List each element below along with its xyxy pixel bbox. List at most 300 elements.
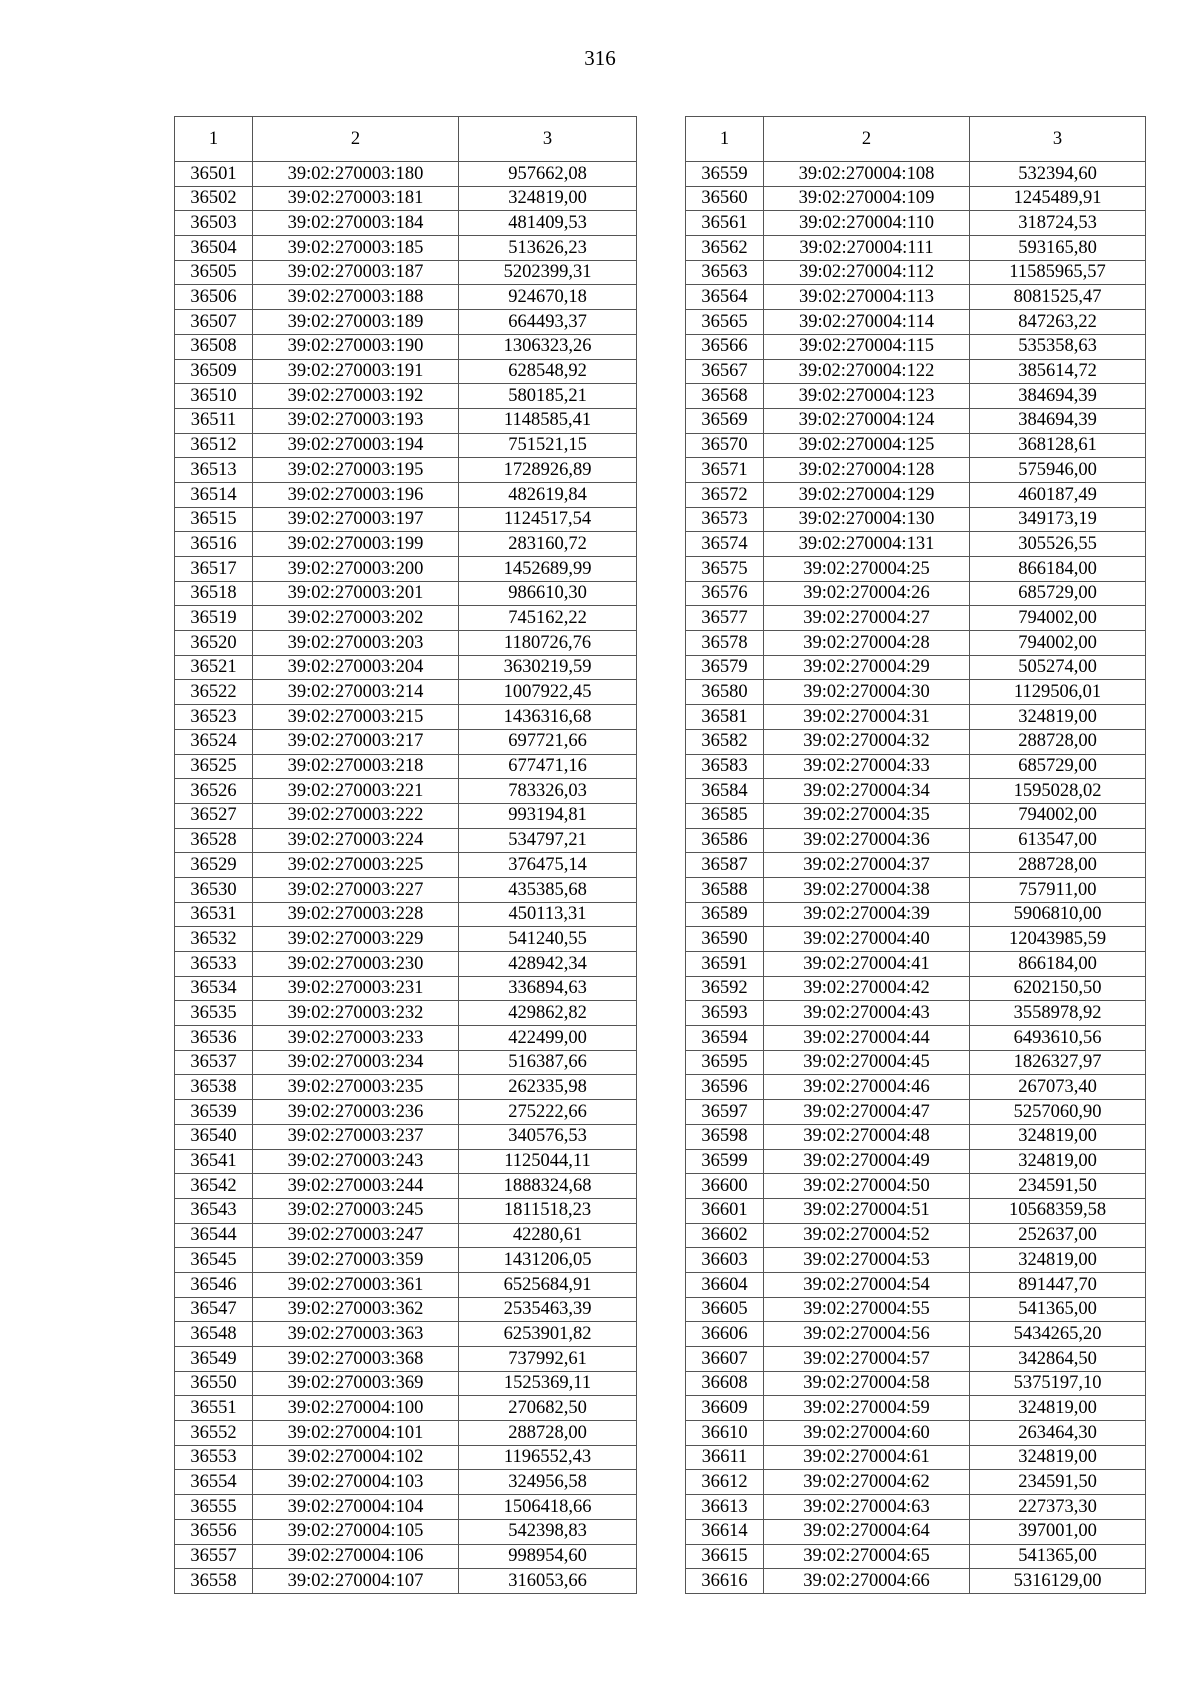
cadastral-number-cell: 39:02:270004:122: [764, 359, 970, 384]
cadastral-number-cell: 39:02:270003:222: [253, 803, 459, 828]
value-cell: 385614,72: [970, 359, 1146, 384]
row-number-cell: 36573: [686, 507, 764, 532]
value-cell: 42280,61: [459, 1223, 637, 1248]
value-cell: 288728,00: [970, 853, 1146, 878]
value-cell: 305526,55: [970, 532, 1146, 557]
cadastral-number-cell: 39:02:270004:45: [764, 1050, 970, 1075]
cadastral-number-cell: 39:02:270003:368: [253, 1347, 459, 1372]
cadastral-number-cell: 39:02:270003:200: [253, 557, 459, 582]
row-number-cell: 36600: [686, 1174, 764, 1199]
cadastral-number-cell: 39:02:270003:244: [253, 1174, 459, 1199]
table-row: [686, 285, 1146, 310]
cadastral-number-cell: 39:02:270003:181: [253, 186, 459, 211]
cadastral-number-cell: 39:02:270003:214: [253, 680, 459, 705]
cadastral-number-cell: 39:02:270004:125: [764, 433, 970, 458]
row-number-cell: 36504: [175, 236, 253, 261]
row-number-cell: 36515: [175, 507, 253, 532]
row-number-cell: 36610: [686, 1421, 764, 1446]
cadastral-number-cell: 39:02:270003:199: [253, 532, 459, 557]
value-cell: 664493,37: [459, 310, 637, 335]
cadastral-number-cell: 39:02:270003:233: [253, 1026, 459, 1051]
table-row: [175, 162, 637, 187]
table-row: [686, 310, 1146, 335]
value-cell: 957662,08: [459, 162, 637, 187]
cadastral-number-cell: 39:02:270004:40: [764, 927, 970, 952]
cadastral-number-cell: 39:02:270004:114: [764, 310, 970, 335]
value-cell: 541365,00: [970, 1297, 1146, 1322]
row-number-cell: 36563: [686, 260, 764, 285]
cadastral-number-cell: 39:02:270003:196: [253, 482, 459, 507]
cadastral-number-cell: 39:02:270003:194: [253, 433, 459, 458]
value-cell: 340576,53: [459, 1124, 637, 1149]
value-cell: 1180726,76: [459, 631, 637, 656]
row-number-cell: 36536: [175, 1026, 253, 1051]
table-row: [686, 458, 1146, 483]
cadastral-number-cell: 39:02:270003:361: [253, 1272, 459, 1297]
row-number-cell: 36571: [686, 458, 764, 483]
row-number-cell: 36591: [686, 952, 764, 977]
cadastral-number-cell: 39:02:270003:197: [253, 507, 459, 532]
row-number-cell: 36586: [686, 828, 764, 853]
table-row: [686, 334, 1146, 359]
row-number-cell: 36501: [175, 162, 253, 187]
value-cell: 866184,00: [970, 952, 1146, 977]
table-row: [686, 1100, 1146, 1125]
row-number-cell: 36506: [175, 285, 253, 310]
table-row: [686, 359, 1146, 384]
cadastral-number-cell: 39:02:270004:55: [764, 1297, 970, 1322]
value-cell: 541365,00: [970, 1544, 1146, 1569]
table-row: [175, 1124, 637, 1149]
table-row: [175, 186, 637, 211]
table-row: [686, 779, 1146, 804]
value-cell: 288728,00: [970, 729, 1146, 754]
row-number-cell: 36556: [175, 1519, 253, 1544]
row-number-cell: 36526: [175, 779, 253, 804]
value-cell: 794002,00: [970, 606, 1146, 631]
row-number-cell: 36584: [686, 779, 764, 804]
cadastral-number-cell: 39:02:270004:30: [764, 680, 970, 705]
table-row: [686, 1050, 1146, 1075]
cadastral-number-cell: 39:02:270003:369: [253, 1371, 459, 1396]
cadastral-number-cell: 39:02:270004:43: [764, 1001, 970, 1026]
value-cell: 1007922,45: [459, 680, 637, 705]
table-row: [686, 557, 1146, 582]
value-cell: 534797,21: [459, 828, 637, 853]
row-number-cell: 36570: [686, 433, 764, 458]
row-number-cell: 36538: [175, 1075, 253, 1100]
cadastral-number-cell: 39:02:270004:35: [764, 803, 970, 828]
row-number-cell: 36583: [686, 754, 764, 779]
cadastral-number-cell: 39:02:270004:101: [253, 1421, 459, 1446]
cadastral-number-cell: 39:02:270004:62: [764, 1470, 970, 1495]
cadastral-number-cell: 39:02:270004:123: [764, 384, 970, 409]
row-number-cell: 36579: [686, 655, 764, 680]
row-number-cell: 36548: [175, 1322, 253, 1347]
value-cell: 275222,66: [459, 1100, 637, 1125]
value-cell: 613547,00: [970, 828, 1146, 853]
row-number-cell: 36566: [686, 334, 764, 359]
table-row: [175, 507, 637, 532]
row-number-cell: 36576: [686, 581, 764, 606]
table-row: [175, 1519, 637, 1544]
table-row: [175, 680, 637, 705]
value-cell: 1148585,41: [459, 408, 637, 433]
cadastral-number-cell: 39:02:270004:29: [764, 655, 970, 680]
value-cell: 283160,72: [459, 532, 637, 557]
cadastral-number-cell: 39:02:270004:109: [764, 186, 970, 211]
table-row: [175, 1050, 637, 1075]
cadastral-number-cell: 39:02:270004:58: [764, 1371, 970, 1396]
value-cell: 1595028,02: [970, 779, 1146, 804]
cadastral-number-cell: 39:02:270004:46: [764, 1075, 970, 1100]
row-number-cell: 36520: [175, 631, 253, 656]
row-number-cell: 36528: [175, 828, 253, 853]
table-row: [175, 458, 637, 483]
table-row: [175, 1495, 637, 1520]
value-cell: 516387,66: [459, 1050, 637, 1075]
cadastral-number-cell: 39:02:270004:54: [764, 1272, 970, 1297]
row-number-cell: 36590: [686, 927, 764, 952]
value-cell: 384694,39: [970, 384, 1146, 409]
table-row: [686, 1445, 1146, 1470]
table-row: [686, 729, 1146, 754]
cadastral-number-cell: 39:02:270003:217: [253, 729, 459, 754]
row-number-cell: 36564: [686, 285, 764, 310]
cadastral-number-cell: 39:02:270003:229: [253, 927, 459, 952]
row-number-cell: 36602: [686, 1223, 764, 1248]
cadastral-number-cell: 39:02:270004:131: [764, 532, 970, 557]
row-number-cell: 36535: [175, 1001, 253, 1026]
value-cell: 1125044,11: [459, 1149, 637, 1174]
cadastral-number-cell: 39:02:270003:235: [253, 1075, 459, 1100]
value-cell: 1245489,91: [970, 186, 1146, 211]
row-number-cell: 36608: [686, 1371, 764, 1396]
table-row: [686, 211, 1146, 236]
table-row: [175, 384, 637, 409]
row-number-cell: 36604: [686, 1272, 764, 1297]
cadastral-number-cell: 39:02:270003:189: [253, 310, 459, 335]
value-cell: 685729,00: [970, 581, 1146, 606]
row-number-cell: 36509: [175, 359, 253, 384]
column-header: 2: [253, 117, 459, 162]
value-cell: 783326,03: [459, 779, 637, 804]
value-cell: 324819,00: [970, 1124, 1146, 1149]
cadastral-number-cell: 39:02:270003:245: [253, 1198, 459, 1223]
cadastral-number-cell: 39:02:270004:27: [764, 606, 970, 631]
row-number-cell: 36553: [175, 1445, 253, 1470]
cadastral-number-cell: 39:02:270003:247: [253, 1223, 459, 1248]
row-number-cell: 36614: [686, 1519, 764, 1544]
row-number-cell: 36562: [686, 236, 764, 261]
row-number-cell: 36513: [175, 458, 253, 483]
table-row: [175, 1001, 637, 1026]
cadastral-number-cell: 39:02:270003:215: [253, 705, 459, 730]
cadastral-number-cell: 39:02:270003:224: [253, 828, 459, 853]
value-cell: 575946,00: [970, 458, 1146, 483]
value-cell: 368128,61: [970, 433, 1146, 458]
value-cell: 324819,00: [459, 186, 637, 211]
row-number-cell: 36523: [175, 705, 253, 730]
table-row: [686, 1396, 1146, 1421]
cadastral-number-cell: 39:02:270004:61: [764, 1445, 970, 1470]
cadastral-number-cell: 39:02:270004:31: [764, 705, 970, 730]
table-row: [175, 779, 637, 804]
value-cell: 324819,00: [970, 1445, 1146, 1470]
row-number-cell: 36558: [175, 1569, 253, 1594]
value-cell: 677471,16: [459, 754, 637, 779]
cadastral-number-cell: 39:02:270003:228: [253, 902, 459, 927]
value-cell: 1196552,43: [459, 1445, 637, 1470]
value-cell: 1436316,68: [459, 705, 637, 730]
table-row: [175, 482, 637, 507]
value-cell: 428942,34: [459, 952, 637, 977]
table-row: [686, 1248, 1146, 1273]
value-cell: 1431206,05: [459, 1248, 637, 1273]
row-number-cell: 36595: [686, 1050, 764, 1075]
table-row: [686, 927, 1146, 952]
table-row: [686, 581, 1146, 606]
cadastral-number-cell: 39:02:270003:195: [253, 458, 459, 483]
cadastral-number-cell: 39:02:270004:33: [764, 754, 970, 779]
row-number-cell: 36609: [686, 1396, 764, 1421]
row-number-cell: 36546: [175, 1272, 253, 1297]
value-cell: 513626,23: [459, 236, 637, 261]
value-cell: 336894,63: [459, 976, 637, 1001]
cadastral-number-cell: 39:02:270003:191: [253, 359, 459, 384]
row-number-cell: 36512: [175, 433, 253, 458]
value-cell: 1306323,26: [459, 334, 637, 359]
value-cell: 1129506,01: [970, 680, 1146, 705]
row-number-cell: 36582: [686, 729, 764, 754]
row-number-cell: 36580: [686, 680, 764, 705]
cadastral-number-cell: 39:02:270003:231: [253, 976, 459, 1001]
column-header: 3: [970, 117, 1146, 162]
table-row: [686, 186, 1146, 211]
row-number-cell: 36552: [175, 1421, 253, 1446]
value-cell: 318724,53: [970, 211, 1146, 236]
value-cell: 891447,70: [970, 1272, 1146, 1297]
value-cell: 697721,66: [459, 729, 637, 754]
value-cell: 593165,80: [970, 236, 1146, 261]
cadastral-number-cell: 39:02:270004:63: [764, 1495, 970, 1520]
table-row: [175, 581, 637, 606]
cadastral-number-cell: 39:02:270003:203: [253, 631, 459, 656]
table-row: [175, 655, 637, 680]
table-row: [686, 1519, 1146, 1544]
value-cell: 505274,00: [970, 655, 1146, 680]
value-cell: 1811518,23: [459, 1198, 637, 1223]
cadastral-number-cell: 39:02:270004:47: [764, 1100, 970, 1125]
cadastral-number-cell: 39:02:270003:234: [253, 1050, 459, 1075]
cadastral-number-cell: 39:02:270003:190: [253, 334, 459, 359]
row-number-cell: 36516: [175, 532, 253, 557]
row-number-cell: 36597: [686, 1100, 764, 1125]
cadastral-number-cell: 39:02:270004:56: [764, 1322, 970, 1347]
row-number-cell: 36533: [175, 952, 253, 977]
table-row: [686, 952, 1146, 977]
row-number-cell: 36508: [175, 334, 253, 359]
table-row: [175, 1174, 637, 1199]
left-table-body: [175, 162, 637, 1594]
cadastral-number-cell: 39:02:270003:184: [253, 211, 459, 236]
table-row: [686, 1026, 1146, 1051]
value-cell: 376475,14: [459, 853, 637, 878]
row-number-cell: 36527: [175, 803, 253, 828]
value-cell: 8081525,47: [970, 285, 1146, 310]
table-row: [686, 384, 1146, 409]
value-cell: 986610,30: [459, 581, 637, 606]
value-cell: 1452689,99: [459, 557, 637, 582]
table-row: [175, 1100, 637, 1125]
table-row: [686, 606, 1146, 631]
table-row: [686, 853, 1146, 878]
cadastral-number-cell: 39:02:270004:112: [764, 260, 970, 285]
cadastral-number-cell: 39:02:270004:128: [764, 458, 970, 483]
row-number-cell: 36606: [686, 1322, 764, 1347]
row-number-cell: 36575: [686, 557, 764, 582]
row-number-cell: 36543: [175, 1198, 253, 1223]
cadastral-number-cell: 39:02:270004:65: [764, 1544, 970, 1569]
row-number-cell: 36521: [175, 655, 253, 680]
row-number-cell: 36565: [686, 310, 764, 335]
value-cell: 267073,40: [970, 1075, 1146, 1100]
value-cell: 542398,83: [459, 1519, 637, 1544]
value-cell: 751521,15: [459, 433, 637, 458]
value-cell: 324956,58: [459, 1470, 637, 1495]
value-cell: 993194,81: [459, 803, 637, 828]
row-number-cell: 36529: [175, 853, 253, 878]
value-cell: 1728926,89: [459, 458, 637, 483]
cadastral-number-cell: 39:02:270004:57: [764, 1347, 970, 1372]
column-header: 2: [764, 117, 970, 162]
cadastral-number-cell: 39:02:270003:218: [253, 754, 459, 779]
table-row: [175, 705, 637, 730]
table-row: [175, 1569, 637, 1594]
value-cell: 5906810,00: [970, 902, 1146, 927]
value-cell: 924670,18: [459, 285, 637, 310]
value-cell: 3630219,59: [459, 655, 637, 680]
cadastral-number-cell: 39:02:270004:100: [253, 1396, 459, 1421]
value-cell: 532394,60: [970, 162, 1146, 187]
value-cell: 429862,82: [459, 1001, 637, 1026]
cadastral-number-cell: 39:02:270003:243: [253, 1149, 459, 1174]
cadastral-number-cell: 39:02:270004:129: [764, 482, 970, 507]
value-cell: 460187,49: [970, 482, 1146, 507]
cadastral-number-cell: 39:02:270004:113: [764, 285, 970, 310]
cadastral-number-cell: 39:02:270004:52: [764, 1223, 970, 1248]
table-row: [686, 1470, 1146, 1495]
value-cell: 1124517,54: [459, 507, 637, 532]
value-cell: 535358,63: [970, 334, 1146, 359]
cadastral-number-cell: 39:02:270004:110: [764, 211, 970, 236]
value-cell: 866184,00: [970, 557, 1146, 582]
row-number-cell: 36550: [175, 1371, 253, 1396]
row-number-cell: 36574: [686, 532, 764, 557]
cadastral-number-cell: 39:02:270003:230: [253, 952, 459, 977]
value-cell: 397001,00: [970, 1519, 1146, 1544]
row-number-cell: 36588: [686, 877, 764, 902]
value-cell: 685729,00: [970, 754, 1146, 779]
cadastral-number-cell: 39:02:270003:232: [253, 1001, 459, 1026]
row-number-cell: 36569: [686, 408, 764, 433]
cadastral-number-cell: 39:02:270003:237: [253, 1124, 459, 1149]
table-row: [175, 557, 637, 582]
value-cell: 6525684,91: [459, 1272, 637, 1297]
value-cell: 737992,61: [459, 1347, 637, 1372]
row-number-cell: 36544: [175, 1223, 253, 1248]
table-row: [175, 1297, 637, 1322]
table-row: [175, 976, 637, 1001]
cadastral-number-cell: 39:02:270004:51: [764, 1198, 970, 1223]
row-number-cell: 36603: [686, 1248, 764, 1273]
value-cell: 5375197,10: [970, 1371, 1146, 1396]
table-row: [175, 1371, 637, 1396]
row-number-cell: 36510: [175, 384, 253, 409]
value-cell: 5202399,31: [459, 260, 637, 285]
cadastral-number-cell: 39:02:270003:363: [253, 1322, 459, 1347]
value-cell: 1525369,11: [459, 1371, 637, 1396]
row-number-cell: 36587: [686, 853, 764, 878]
cadastral-number-cell: 39:02:270003:180: [253, 162, 459, 187]
value-cell: 5316129,00: [970, 1569, 1146, 1594]
cadastral-number-cell: 39:02:270004:106: [253, 1544, 459, 1569]
row-number-cell: 36547: [175, 1297, 253, 1322]
row-number-cell: 36559: [686, 162, 764, 187]
row-number-cell: 36613: [686, 1495, 764, 1520]
table-row: [686, 680, 1146, 705]
row-number-cell: 36539: [175, 1100, 253, 1125]
value-cell: 794002,00: [970, 631, 1146, 656]
cadastral-number-cell: 39:02:270003:236: [253, 1100, 459, 1125]
row-number-cell: 36532: [175, 927, 253, 952]
cadastral-number-cell: 39:02:270004:104: [253, 1495, 459, 1520]
table-row: [686, 260, 1146, 285]
cadastral-number-cell: 39:02:270004:36: [764, 828, 970, 853]
row-number-cell: 36554: [175, 1470, 253, 1495]
table-row: [686, 1569, 1146, 1594]
table-row: [686, 162, 1146, 187]
row-number-cell: 36542: [175, 1174, 253, 1199]
table-row: [175, 1322, 637, 1347]
cadastral-number-cell: 39:02:270003:204: [253, 655, 459, 680]
table-row: [686, 902, 1146, 927]
value-cell: 10568359,58: [970, 1198, 1146, 1223]
cadastral-number-cell: 39:02:270004:53: [764, 1248, 970, 1273]
table-row: [686, 1495, 1146, 1520]
table-row: [175, 927, 637, 952]
value-cell: 324819,00: [970, 1149, 1146, 1174]
value-cell: 757911,00: [970, 877, 1146, 902]
table-row: [175, 877, 637, 902]
row-number-cell: 36530: [175, 877, 253, 902]
value-cell: 5257060,90: [970, 1100, 1146, 1125]
table-row: [686, 433, 1146, 458]
table-row: [175, 285, 637, 310]
table-row: [686, 1075, 1146, 1100]
table-row: [175, 433, 637, 458]
table-row: [686, 976, 1146, 1001]
cadastral-number-cell: 39:02:270004:41: [764, 952, 970, 977]
table-row: [175, 1075, 637, 1100]
cadastral-number-cell: 39:02:270003:188: [253, 285, 459, 310]
row-number-cell: 36517: [175, 557, 253, 582]
cadastral-number-cell: 39:02:270004:32: [764, 729, 970, 754]
table-row: [686, 803, 1146, 828]
row-number-cell: 36524: [175, 729, 253, 754]
value-cell: 11585965,57: [970, 260, 1146, 285]
cadastral-number-cell: 39:02:270003:185: [253, 236, 459, 261]
